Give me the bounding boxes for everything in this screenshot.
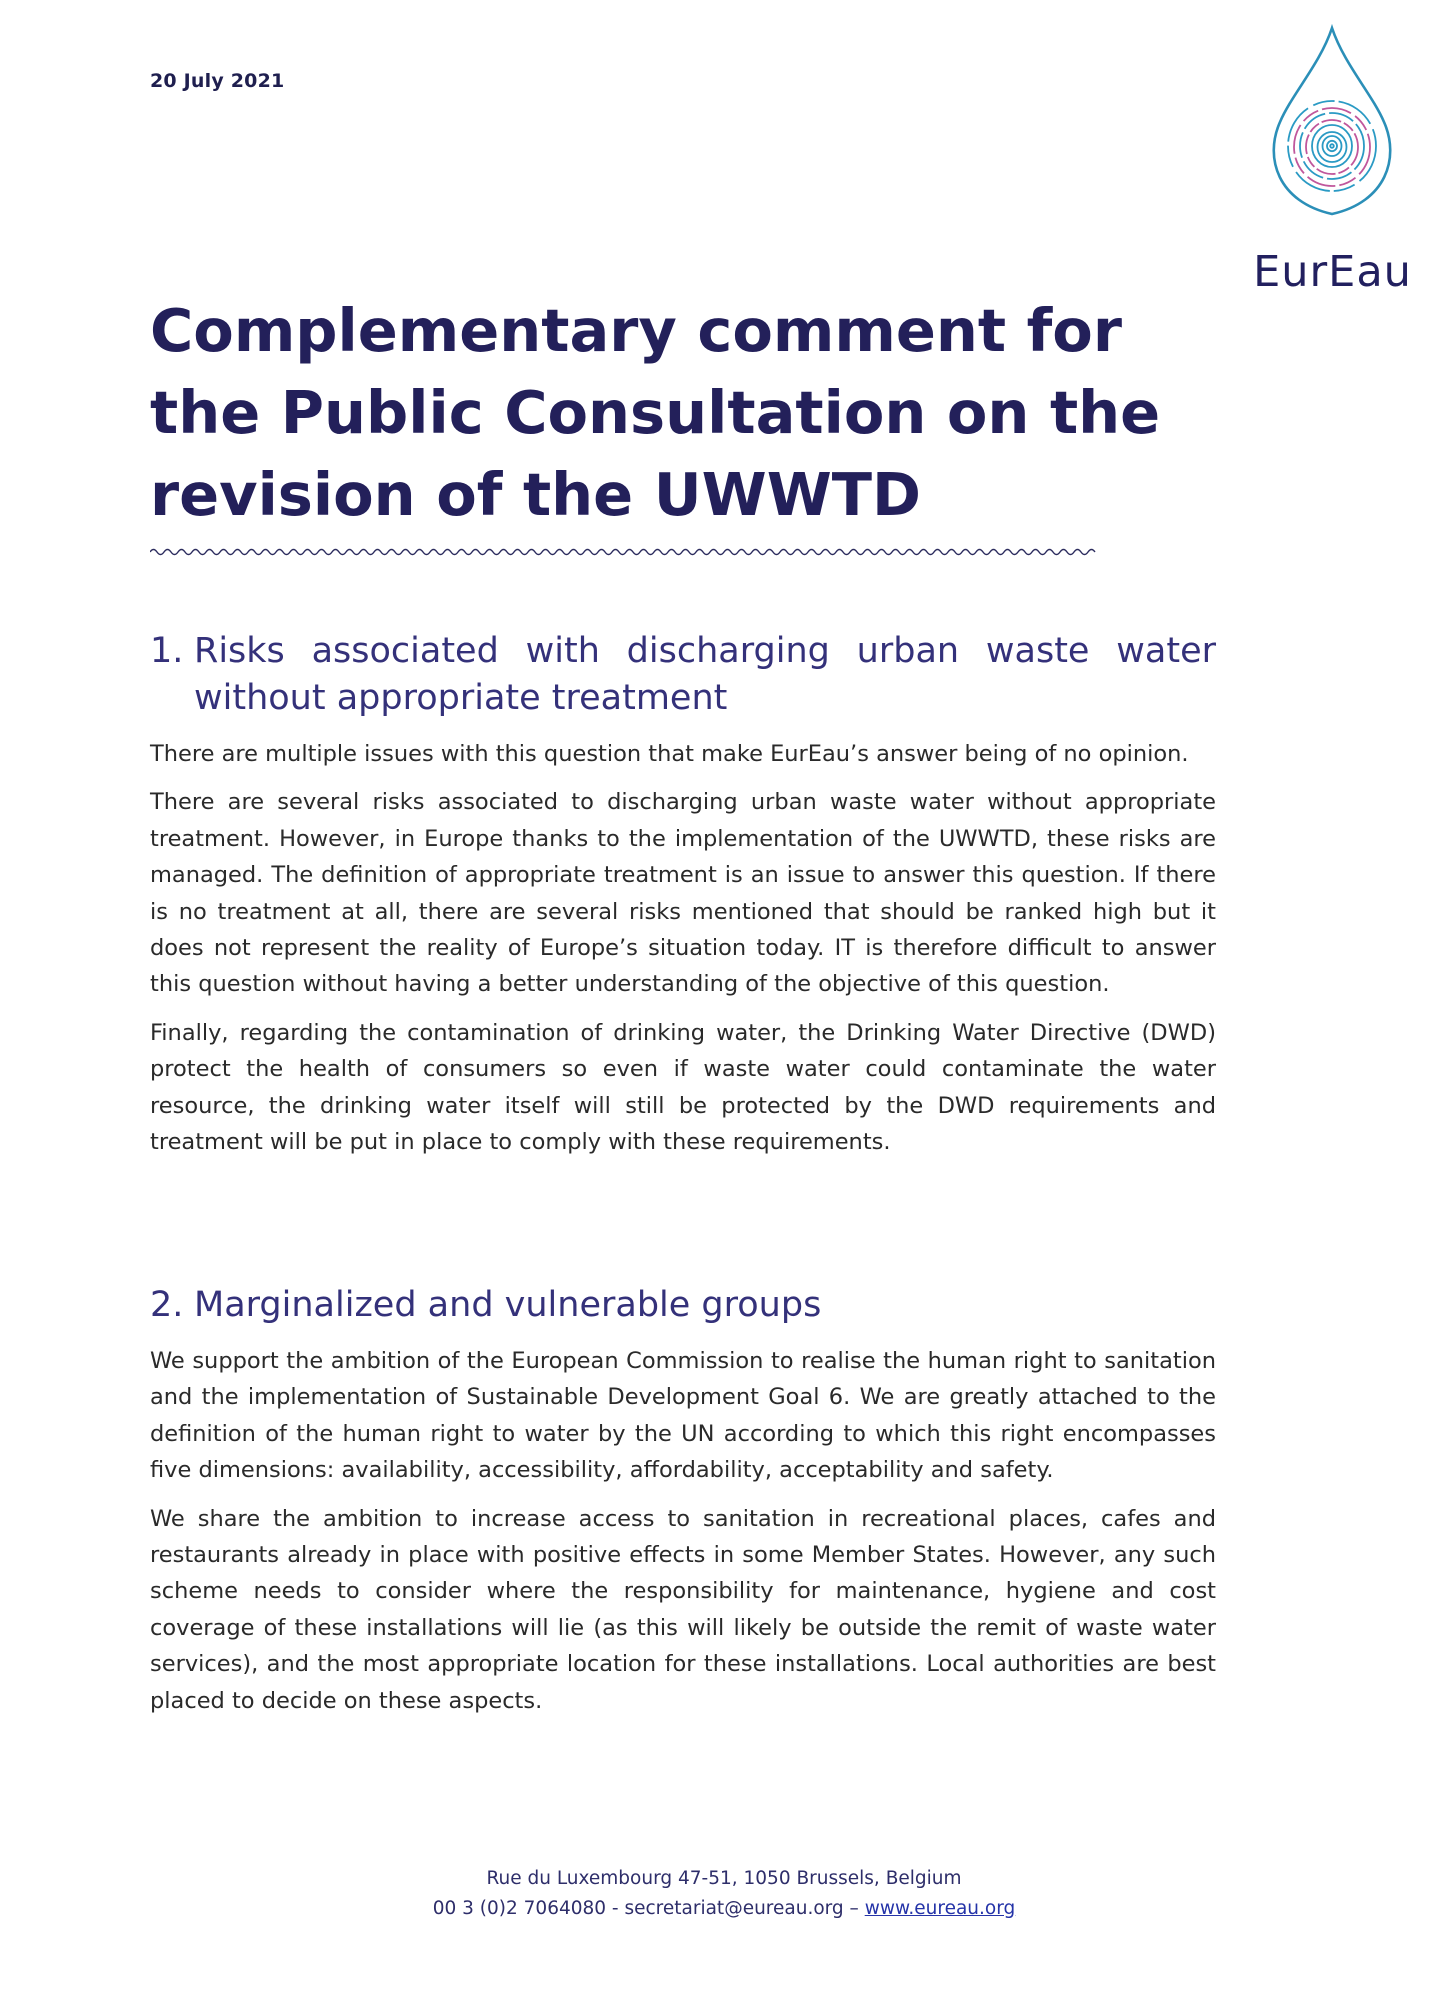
section-heading — [150, 628, 1216, 722]
paragraph: We share the ambition to increase access to sanitation in recreational places, cafes and restaurants already in place with positive effects in some Member States. However, any such scheme needs to consider where the responsibility for maintenance, hygiene and cost coverage of these installations will lie (as this will likely be outside the remit of waste water services), and the most appropriate location for these installations. Local authorities are best placed to decide on these aspects. — [150, 1505, 1216, 1714]
section-heading-text: Risks associated with discharging urban waste water without appropriate treatment — [194, 631, 1216, 718]
document-date: 20 July 2021 — [150, 70, 285, 92]
paragraph: There are several risks associated to discharging urban waste water without appropriate treatment. However, in Europe thanks to the implementation of the UWWTD, these risks are managed. The definition of appropriate treatment is an issue to answer this question. If there is no treatment at all, there are several risks mentioned that should be ranked high but it does not represent the reality of Europe’s situation today. IT is therefore difficult to answer this question without having a better understanding of the objective of this question. — [150, 789, 1216, 998]
footer-address: Rue du Luxembourg 47-51, 1050 Brussels, Belgium — [486, 1868, 962, 1889]
water-drop-rings-icon — [1240, 22, 1425, 232]
logo-wordmark: EurEau — [1253, 247, 1412, 297]
section-risks — [150, 628, 1216, 1160]
paragraph: We support the ambition of the European Commission to realise the human right to sanitation and the implementation of Sustainable Development Goal 6. We are greatly attached to the definition of the human right to water by the UN according to which this right encompasses five dimensions: availability, accessibility, affordability, acceptability and safety. — [150, 1348, 1216, 1484]
section-heading-text: Marginalized and vulnerable groups — [194, 1285, 822, 1325]
page-footer — [0, 1864, 1448, 1924]
footer-contact-line — [0, 1894, 1448, 1924]
paragraph: There are multiple issues with this question that make EurEau’s answer being of no opinion. — [150, 741, 1189, 767]
paragraph: Finally, regarding the contamination of drinking water, the Drinking Water Directive (DWD) protect the health of consumers so even if waste water could contaminate the water resource, the drinking water itself will still be protected by the DWD requirements and treatment will be put in place to comply with these requirements. — [150, 1019, 1216, 1156]
document-title: Complementary comment for the Public Consultation on the revision of the UWWTD — [150, 296, 1161, 529]
section-number: 1. — [150, 631, 184, 671]
section-vulnerable-groups — [150, 1282, 1216, 1719]
website-link[interactable]: www.eureau.org — [864, 1898, 1016, 1919]
eureau-logo — [1240, 22, 1425, 312]
section-number: 2. — [150, 1285, 184, 1325]
footer-contact: 00 3 (0)2 7064080 - secretariat@eureau.org – — [432, 1898, 859, 1919]
wavy-divider — [150, 546, 1100, 558]
section-heading — [150, 1282, 1216, 1329]
